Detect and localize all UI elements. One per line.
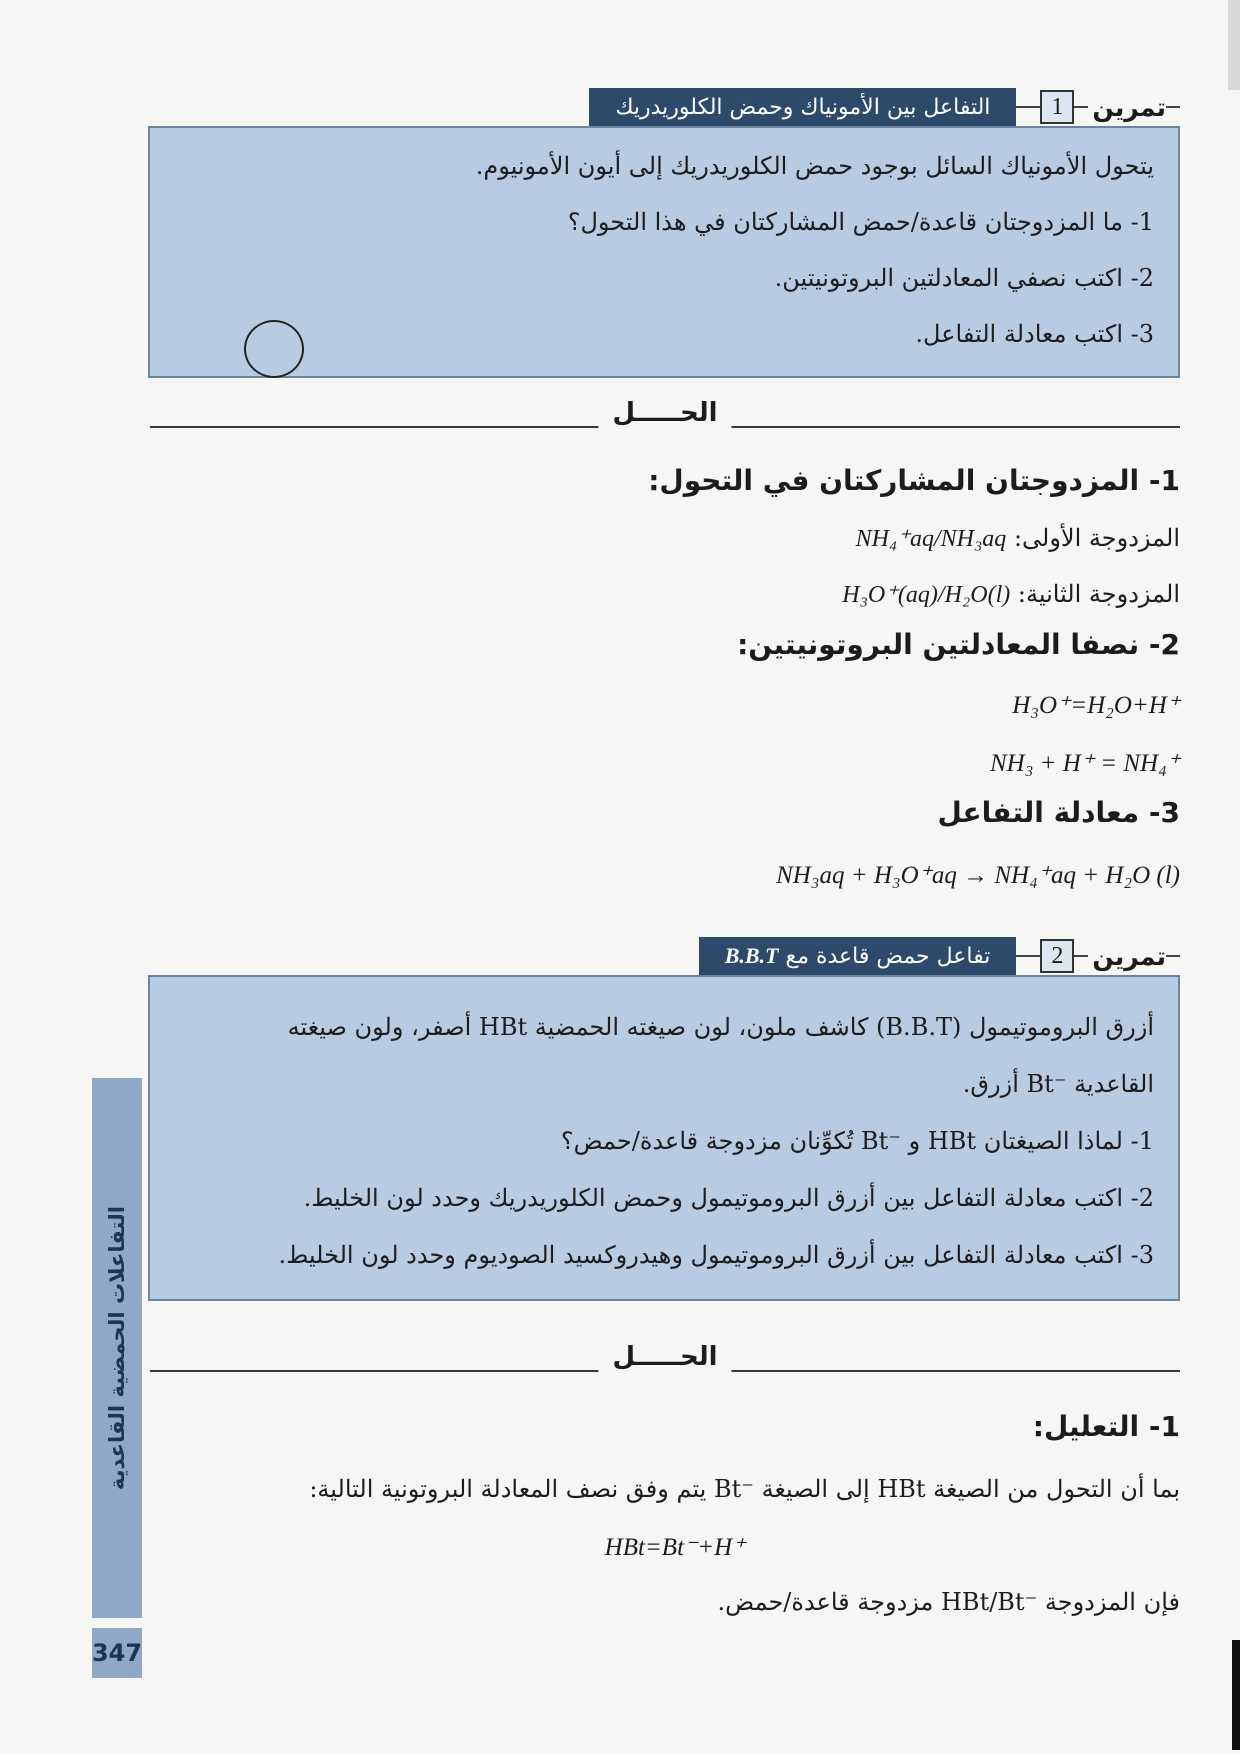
- exercise-1-question-1: 1- ما المزدوجتان قاعدة/حمض المشاركتان في هذا التحول؟: [567, 208, 1154, 236]
- pair-2-formula: H₃O⁺(aq)/H₂O(l): [842, 582, 1011, 608]
- chapter-side-tab: [92, 1078, 142, 1618]
- exercise-2-line-1: أزرق البروموتيمول (B.B.T) كاشف ملون، لون صيغته الحمضية HBt أصفر، ولون صيغته: [287, 1013, 1154, 1041]
- scan-shadow: [1228, 0, 1240, 90]
- solution-1-heading-1: 1- المزدوجتان المشاركتان في التحول:: [648, 464, 1180, 497]
- pair-1-formula: NH₄⁺aq/NH₃aq: [855, 526, 1007, 552]
- exercise-1-question-2: 2- اكتب نصفي المعادلتين البروتونيتين.: [774, 264, 1154, 292]
- solution-2-text-2: فإن المزدوجة ⁻HBt/Bt مزدوجة قاعدة/حمض.: [717, 1588, 1180, 1616]
- exercise-1-question-3: 3- اكتب معادلة التفاعل.: [915, 320, 1154, 348]
- scan-edge: [1232, 1640, 1240, 1750]
- exercise-2-header: [699, 937, 1180, 975]
- solution-2-equation: HBt=Bt⁻+H⁺: [604, 1534, 746, 1561]
- solution-1-divider: [150, 396, 1180, 428]
- exercise-1-word: تمرين: [1092, 92, 1166, 122]
- exercise-2-word: تمرين: [1092, 941, 1166, 971]
- exercise-2-line-2: القاعدية ⁻Bt أزرق.: [962, 1070, 1154, 1098]
- pair-2-label: المزدوجة الثانية:: [1017, 580, 1180, 608]
- reaction-equation: NH₃aq + H₃O⁺aq → NH₄⁺aq + H₂O (l): [776, 862, 1180, 889]
- chapter-title: التفاعلات الحمضية القاعدية: [105, 1205, 129, 1491]
- pair-1-row: [856, 524, 1180, 553]
- solution-2-text-1: بما أن التحول من الصيغة HBt إلى الصيغة ⁻Bt يتم وفق نصف المعادلة البروتونية التالية:: [309, 1475, 1180, 1503]
- half-equation-1: H₃O⁺=H₂O+H⁺: [1012, 692, 1180, 719]
- exercise-1-title: التفاعل بين الأمونياك وحمض الكلوريدريك: [589, 88, 1016, 126]
- solution-1-heading-2: 2- نصفا المعادلتين البروتونيتين:: [737, 628, 1180, 661]
- pair-2-row: [842, 580, 1180, 609]
- pen-circle-mark: [244, 320, 304, 378]
- exercise-1-header: [589, 88, 1180, 126]
- solution-2-divider: [150, 1340, 1180, 1372]
- exercise-1-number: 1: [1040, 90, 1074, 124]
- solution-2-heading-1: 1- التعليل:: [1032, 1410, 1180, 1443]
- exercise-1-line: يتحول الأمونياك السائل بوجود حمض الكلوريدريك إلى أيون الأمونيوم.: [475, 152, 1154, 180]
- solution-1-label: الحـــــل: [598, 398, 731, 428]
- solution-2-label: الحـــــل: [598, 1342, 731, 1372]
- exercise-2-title-text: تفاعل حمض قاعدة مع: [785, 943, 991, 969]
- exercise-2-number: 2: [1040, 939, 1074, 973]
- half-equation-2: NH₃ + H⁺ = NH₄⁺: [989, 750, 1180, 777]
- exercise-2-box: [148, 975, 1180, 1301]
- exercise-2-question-3: 3- اكتب معادلة التفاعل بين أزرق البروموتيمول وهيدروكسيد الصوديوم وحدد لون الخليط.: [278, 1241, 1154, 1269]
- page-number: 347: [92, 1628, 142, 1678]
- exercise-2-question-2: 2- اكتب معادلة التفاعل بين أزرق البروموتيمول وحمض الكلوريدريك وحدد لون الخليط.: [303, 1184, 1154, 1212]
- exercise-2-title-math: B.B.T: [724, 943, 779, 968]
- exercise-2-question-1: 1- لماذا الصيغتان HBt و ⁻Bt تُكوِّنان مزدوجة قاعدة/حمض؟: [560, 1127, 1154, 1155]
- exercise-2-title: [699, 937, 1017, 975]
- solution-1-heading-3: 3- معادلة التفاعل: [937, 796, 1180, 829]
- pair-1-label: المزدوجة الأولى:: [1013, 524, 1180, 552]
